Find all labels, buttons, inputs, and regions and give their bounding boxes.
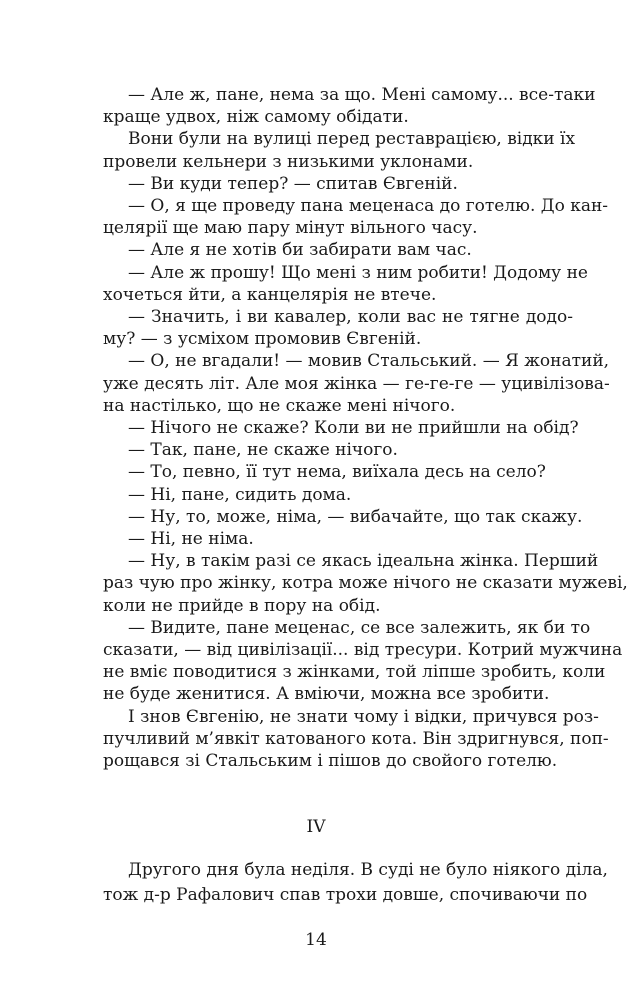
text-line: краще удвох, ніж самому обідати. bbox=[103, 107, 409, 128]
page-number: 14 bbox=[305, 930, 327, 950]
text-line: целярії ще маю пару мінут вільного часу. bbox=[103, 218, 478, 239]
text-line: — Видите, пане меценас, се все залежить, як би то bbox=[128, 617, 591, 638]
text-line: тож д-р Рафалович спав трохи довше, спочиваючи по bbox=[103, 885, 588, 905]
text-line: — То, певно, її тут нема, виїхала десь на село? bbox=[128, 462, 546, 483]
text-line: на настілько, що не скаже мені нічого. bbox=[103, 395, 456, 416]
text-line: провели кельнери з низькими уклонами. bbox=[103, 151, 474, 172]
text-line: уже десять літ. Але моя жінка — ге-ге-ге — уцивілізова- bbox=[103, 373, 610, 394]
text-line: — Але ж прошу! Що мені з ним робити! Додому не bbox=[128, 262, 588, 283]
text-line: — Але ж, пане, нема за що. Мені самому... все-таки bbox=[128, 85, 596, 105]
text-line: пучливий м’явкіт катованого кота. Він здригнувся, поп- bbox=[103, 728, 609, 749]
text-line: му? — з усміхом промовив Євгеній. bbox=[103, 329, 422, 350]
text-line: хочеться йти, а канцелярія не втече. bbox=[103, 284, 437, 305]
text-line: — Ні, пане, сидить дома. bbox=[128, 484, 352, 505]
text-line: — Але я не хотів би забирати вам час. bbox=[128, 240, 472, 261]
text-line: Другого дня була неділя. В суді не було ніякого діла, bbox=[128, 860, 608, 880]
text-line: І знов Євгенію, не знати чому і відки, причувся роз- bbox=[128, 706, 599, 727]
text-line: рощався зі Стальським і пішов до свойого готелю. bbox=[103, 751, 558, 771]
text-line: — Значить, і ви кавалер, коли вас не тягне додо- bbox=[128, 307, 573, 327]
text-line: — О, я ще проведу пана меценаса до готелю. До кан- bbox=[128, 196, 609, 216]
text-line: — Ви куди тепер? — спитав Євгеній. bbox=[128, 173, 458, 194]
text-line: коли не прийде в пору на обід. bbox=[103, 595, 381, 616]
text-line: — Ну, то, може, німа, — вибачайте, що так скажу. bbox=[128, 506, 583, 527]
text-line: — Так, пане, не скаже нічого. bbox=[128, 440, 398, 461]
text-line: не буде женитися. А вміючи, можна все зробити. bbox=[103, 684, 550, 705]
text-line: — Нічого не скаже? Коли ви не прийшли на обід? bbox=[128, 418, 579, 438]
text-line: сказати, — від цивілізації... від тресури. Котрий мужчина bbox=[103, 640, 623, 660]
text-line: Вони були на вулиці перед реставрацією, відки їх bbox=[128, 129, 576, 150]
chapter-heading: IV bbox=[306, 817, 326, 837]
text-line: — Ні, не німа. bbox=[128, 529, 254, 549]
text-line: — Ну, в такім разі се якась ідеальна жінка. Перший bbox=[128, 551, 599, 572]
text-line: — О, не вгадали! — мовив Стальський. — Я жонатий, bbox=[128, 351, 610, 372]
text-line: раз чую про жінку, котра може нічого не сказати мужеві, bbox=[103, 573, 628, 594]
text-line: не вміє поводитися з жінками, той ліпше зробить, коли bbox=[103, 662, 606, 683]
